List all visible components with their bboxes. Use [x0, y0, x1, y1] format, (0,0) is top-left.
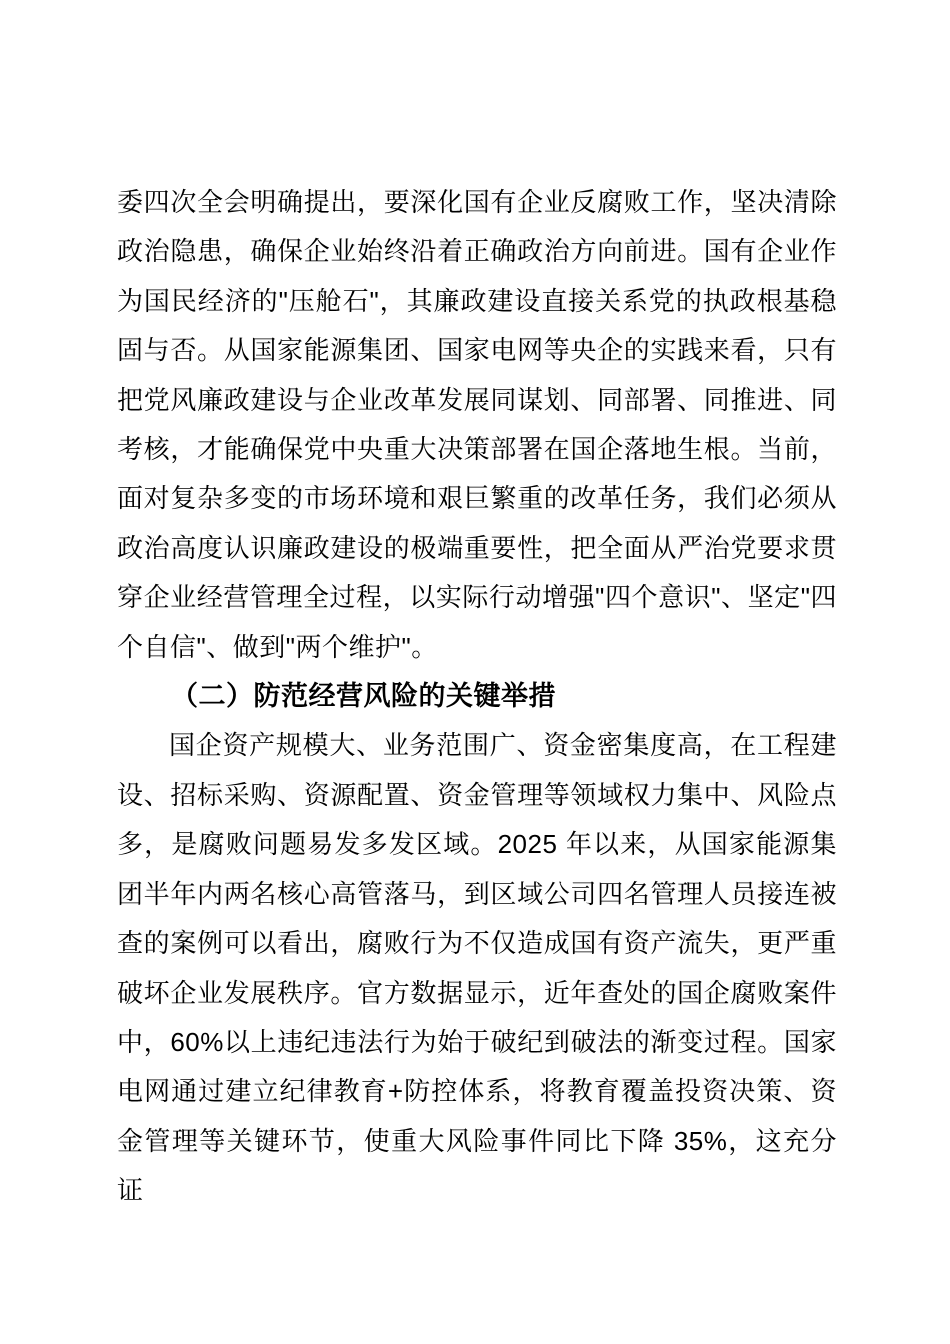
text-line: 多，是腐败问题易发多发区域。2025 年以来，从国家能源集	[117, 829, 837, 860]
paragraph-risk-prevention	[117, 721, 837, 1215]
text-line: 政治隐患，确保企业始终沿着正确政治方向前进。国有企业作	[117, 236, 837, 267]
paragraph-political-construction	[117, 178, 837, 672]
text-line: 电网通过建立纪律教育+防控体系，将教育覆盖投资决策、资	[117, 1076, 837, 1107]
text-line: 面对复杂多变的市场环境和艰巨繁重的改革任务，我们必须从	[117, 483, 837, 514]
text-line: 个自信"、做到"两个维护"。	[117, 631, 438, 662]
section-heading: （二）防范经营风险的关键举措	[171, 681, 556, 712]
text-line: 为国民经济的"压舱石"，其廉政建设直接关系党的执政根基稳	[117, 285, 837, 316]
text-line: 查的案例可以看出，腐败行为不仅造成国有资产流失，更严重	[117, 928, 837, 959]
text-line: 中，60%以上违纪违法行为始于破纪到破法的渐变过程。国家	[117, 1026, 837, 1057]
text-line: 国企资产规模大、业务范围广、资金密集度高，在工程建	[169, 730, 837, 761]
text-line: 考核，才能确保党中央重大决策部署在国企落地生根。当前，	[117, 434, 837, 465]
text-line: 委四次全会明确提出，要深化国有企业反腐败工作，坚决清除	[117, 187, 837, 217]
text-line: 穿企业经营管理全过程，以实际行动增强"四个意识"、坚定"四	[117, 582, 837, 613]
text-line: 设、招标采购、资源配置、资金管理等领域权力集中、风险点	[117, 779, 837, 810]
text-line: 把党风廉政建设与企业改革发展同谋划、同部署、同推进、同	[117, 384, 837, 415]
text-line: 固与否。从国家能源集团、国家电网等央企的实践来看，只有	[117, 335, 837, 366]
text-line: 金管理等关键环节，使重大风险事件同比下降 35%，这充分证	[117, 1125, 837, 1206]
document-text-block	[117, 178, 837, 1216]
text-line: 政治高度认识廉政建设的极端重要性，把全面从严治党要求贯	[117, 532, 837, 563]
text-line: 团半年内两名核心高管落马，到区域公司四名管理人员接连被	[117, 878, 837, 909]
text-line: 破坏企业发展秩序。官方数据显示，近年查处的国企腐败案件	[117, 977, 837, 1008]
